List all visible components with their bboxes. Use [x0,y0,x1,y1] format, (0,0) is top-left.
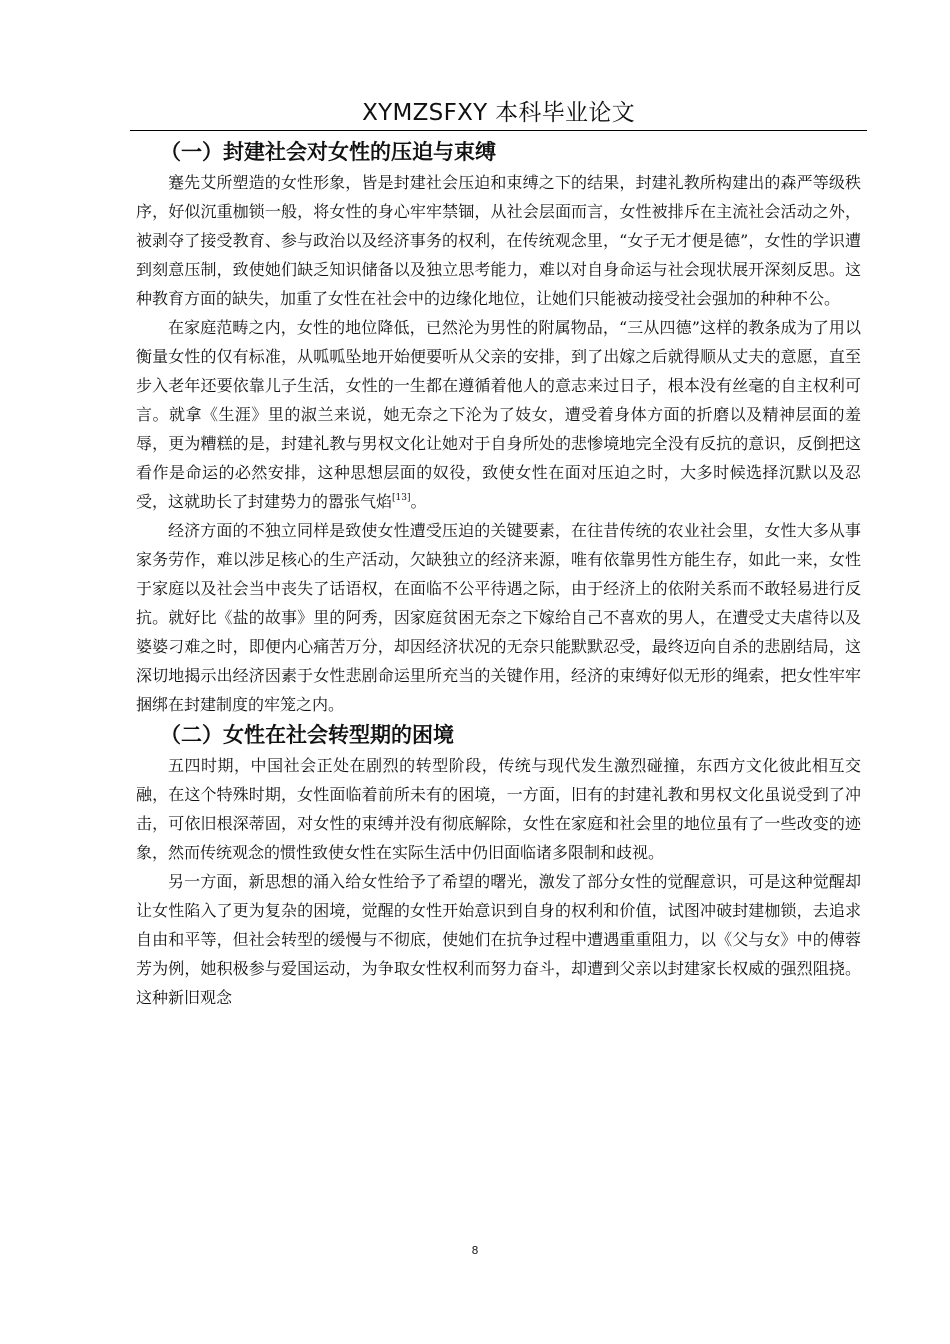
body-paragraph [136,313,861,516]
section-heading: （二）女性在社会转型期的困境 [160,723,454,747]
body-paragraph [136,168,861,313]
page-number: 8 [471,1244,479,1257]
body-paragraph [136,751,861,867]
citation-reference: [13] [392,493,411,503]
paragraph-text: 经济方面的不独立同样是致使女性遭受压迫的关键要素，在往昔传统的农业社会里，女性大多从事家务劳作，难以涉足核心的生产活动，欠缺独立的经济来源，唯有依靠男性方能生存，如此一来，女性于家庭以及社会当中丧失了话语权，在面临不公平待遇之际，由于经济上的依附关系而不敢轻易进行反抗。就好比《盐的故事》里的阿秀，因家庭贫困无奈之下嫁给自己不喜欢的男人，在遭受丈夫虐待以及婆婆刁难之时，即便内心痛苦万分，却因经济状况的无奈只能默默忍受，最终迈向自杀的悲剧结局，这深切地揭示出经济因素于女性悲剧命运里所充当的关键作用，经济的束缚好似无形的绳索，把女性牢牢捆绑在封建制度的牢笼之内。 [136,521,861,714]
section-heading: （一）封建社会对女性的压迫与束缚 [160,140,496,164]
running-header: XYMZSFXY 本科毕业论文 [130,96,867,131]
paragraph-tail: 。 [410,492,427,511]
document-body [136,136,861,1012]
body-paragraph [136,867,861,1012]
body-paragraph [136,516,861,719]
paragraph-text: 五四时期，中国社会正处在剧烈的转型阶段，传统与现代发生激烈碰撞，东西方文化彼此相互交融，在这个特殊时期，女性面临着前所未有的困境，一方面，旧有的封建礼教和男权文化虽说受到了冲击，可依旧根深蒂固，对女性的束缚并没有彻底解除，女性在家庭和社会里的地位虽有了一些改变的迹象，然而传统观念的惯性致使女性在实际生活中仍旧面临诸多限制和歧视。 [136,756,861,862]
paragraph-text: 另一方面，新思想的涌入给女性给予了希望的曙光，激发了部分女性的觉醒意识，可是这种觉醒却让女性陷入了更为复杂的困境，觉醒的女性开始意识到自身的权利和价值，试图冲破封建枷锁，去追求自由和平等，但社会转型的缓慢与不彻底，使她们在抗争过程中遭遇重重阻力，以《父与女》中的傅蓉芳为例，她积极参与爱国运动，为争取女性权利而努力奋斗，却遭到父亲以封建家长权威的强烈阻挠。这种新旧观念 [136,872,861,1007]
paragraph-text: 在家庭范畴之内，女性的地位降低，已然沦为男性的附属物品，“三从四德”这样的教条成为了用以衡量女性的仅有标准，从呱呱坠地开始便要听从父亲的安排，到了出嫁之后就得顺从丈夫的意愿，直至步入老年还要依靠儿子生活，女性的一生都在遵循着他人的意志来过日子，根本没有丝毫的自主权利可言。就拿《生涯》里的淑兰来说，她无奈之下沦为了妓女，遭受着身体方面的折磨以及精神层面的羞辱，更为糟糕的是，封建礼教与男权文化让她对于自身所处的悲惨境地完全没有反抗的意识，反倒把这看作是命运的必然安排，这种思想层面的奴役，致使女性在面对压迫之时，大多时候选择沉默以及忍受，这就助长了封建势力的嚣张气焰 [136,318,861,511]
paragraph-text: 蹇先艾所塑造的女性形象，皆是封建社会压迫和束缚之下的结果，封建礼教所构建出的森严等级秩序，好似沉重枷锁一般，将女性的身心牢牢禁锢，从社会层面而言，女性被排斥在主流社会活动之外，被剥夺了接受教育、参与政治以及经济事务的权利，在传统观念里，“女子无才便是德”，女性的学识遭到刻意压制，致使她们缺乏知识储备以及独立思考能力，难以对自身命运与社会现状展开深刻反思。这种教育方面的缺失，加重了女性在社会中的边缘化地位，让她们只能被动接受社会强加的种种不公。 [136,173,861,308]
